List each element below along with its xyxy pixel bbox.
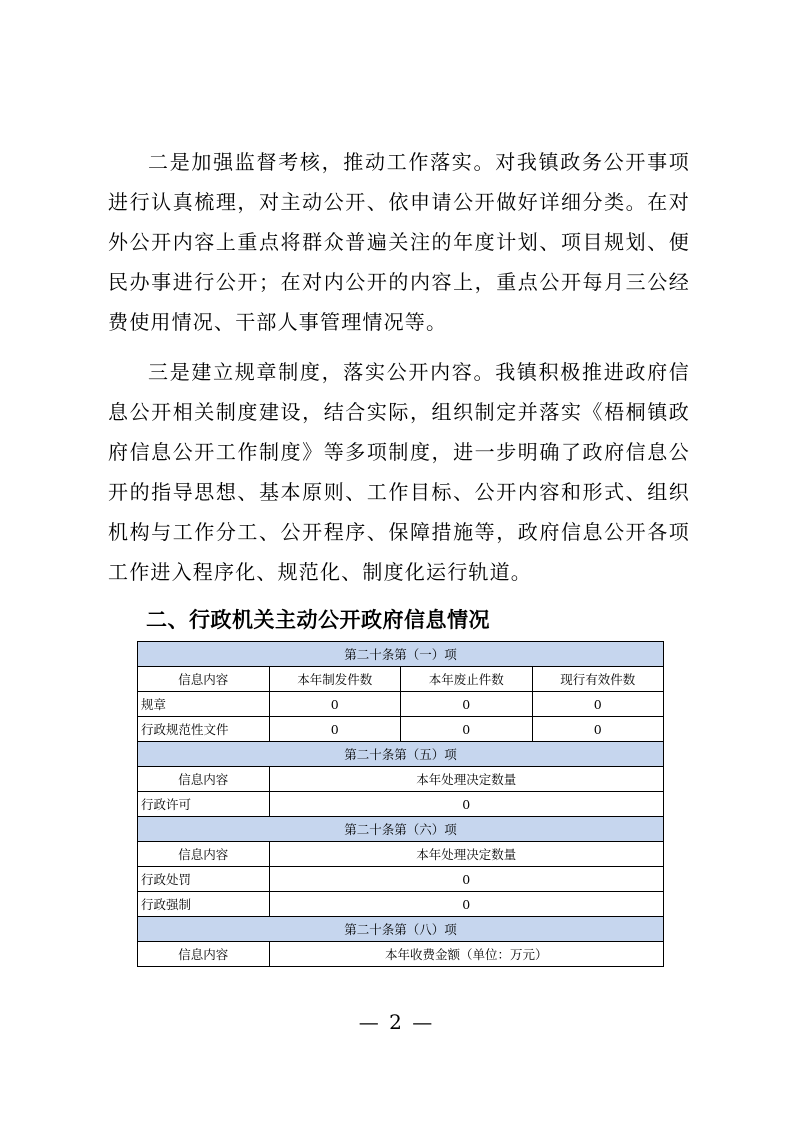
row-label: 行政规范性文件	[138, 717, 270, 742]
column-header: 本年制发件数	[269, 667, 401, 692]
section-title: 第二十条第（五）项	[138, 742, 664, 767]
column-header: 信息内容	[138, 767, 270, 792]
disclosure-table	[137, 641, 664, 967]
table-row	[138, 717, 664, 742]
section-title: 第二十条第（一）项	[138, 642, 664, 667]
column-header-row	[138, 842, 664, 867]
column-header: 信息内容	[138, 667, 270, 692]
section-header-row	[138, 817, 664, 842]
cell-value: 0	[269, 867, 664, 892]
section-header-row	[138, 742, 664, 767]
table-row	[138, 692, 664, 717]
column-header: 信息内容	[138, 842, 270, 867]
column-header: 本年处理决定数量	[269, 842, 664, 867]
row-label: 行政强制	[138, 892, 270, 917]
section-header-row	[138, 642, 664, 667]
body-paragraph-1: 二是加强监督考核，推动工作落实。对我镇政务公开事项进行认真梳理，对主动公开、依申请公开做好详细分类。在对外公开内容上重点将群众普遍关注的年度计划、项目规划、便民办事进行公开；在对内公开的内容上，重点公开每月三公经费使用情况、干部人事管理情况等。	[108, 150, 690, 334]
column-header-row	[138, 942, 664, 967]
column-header: 本年收费金额（单位：万元）	[269, 942, 664, 967]
cell-value: 0	[401, 717, 533, 742]
row-label: 行政处罚	[138, 867, 270, 892]
row-label: 行政许可	[138, 792, 270, 817]
table-row	[138, 892, 664, 917]
cell-value: 0	[532, 717, 664, 742]
row-label: 规章	[138, 692, 270, 717]
cell-value: 0	[269, 792, 664, 817]
column-header: 本年废止件数	[401, 667, 533, 692]
cell-value: 0	[269, 717, 401, 742]
column-header: 本年处理决定数量	[269, 767, 664, 792]
table-row	[138, 867, 664, 892]
body-paragraph-2: 三是建立规章制度，落实公开内容。我镇积极推进政府信息公开相关制度建设，结合实际，组织制定并落实《梧桐镇政府信息公开工作制度》等多项制度，进一步明确了政府信息公开的指导思想、基本原则、工作目标、公开内容和形式、组织机构与工作分工、公开程序、保障措施等，政府信息公开各项工作进入程序化、规范化、制度化运行轨道。	[108, 360, 690, 584]
cell-value: 0	[269, 692, 401, 717]
column-header-row	[138, 667, 664, 692]
page-number: — 2 —	[358, 1010, 435, 1034]
section-title: 第二十条第（八）项	[138, 917, 664, 942]
table-row	[138, 792, 664, 817]
cell-value: 0	[401, 692, 533, 717]
cell-value: 0	[269, 892, 664, 917]
section-heading: 二、行政机关主动公开政府信息情况	[146, 608, 490, 632]
section-title: 第二十条第（六）项	[138, 817, 664, 842]
column-header-row	[138, 767, 664, 792]
column-header: 信息内容	[138, 942, 270, 967]
section-header-row	[138, 917, 664, 942]
column-header: 现行有效件数	[532, 667, 664, 692]
cell-value: 0	[532, 692, 664, 717]
